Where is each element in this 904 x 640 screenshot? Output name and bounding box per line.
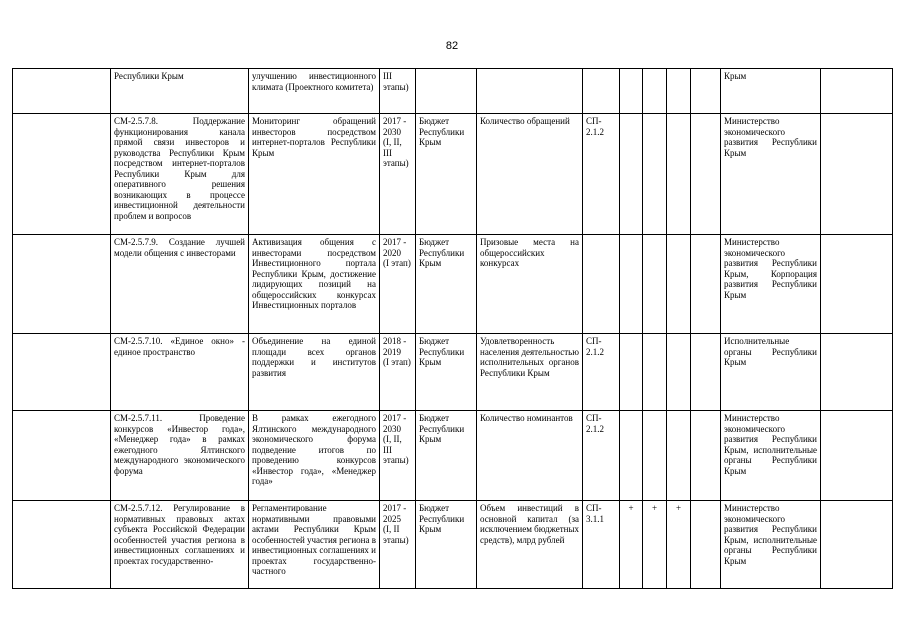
link-cell bbox=[583, 235, 620, 334]
num-cell bbox=[13, 114, 111, 235]
link-cell: СП- 2.1.2 bbox=[583, 411, 620, 501]
mark-cell-4 bbox=[691, 114, 721, 235]
period-cell: 2017 - 2030 (I, II, III этапы) bbox=[380, 114, 416, 235]
indicator-cell: Количество обращений bbox=[477, 114, 583, 235]
num-cell bbox=[13, 334, 111, 411]
period-cell: 2018 - 2019 (I этап) bbox=[380, 334, 416, 411]
mark-cell-1 bbox=[620, 411, 643, 501]
source-cell: Бюджет Республики Крым bbox=[416, 411, 477, 501]
table-row bbox=[13, 114, 893, 235]
num-cell bbox=[13, 411, 111, 501]
content-cell: Мониторинг обращений инвесторов посредством интернет-порталов Республики Крым bbox=[249, 114, 380, 235]
content-cell: Активизация общения с инвесторами посредством Инвестиционного портала Республики Крым, достижение лидирующих позиций на общероссийских конкурсах Инвестиционных порталов bbox=[249, 235, 380, 334]
mark-cell-4 bbox=[691, 334, 721, 411]
mark-cell-1: + bbox=[620, 501, 643, 589]
empty-cell bbox=[821, 69, 893, 114]
empty-cell bbox=[821, 235, 893, 334]
period-cell: III этапы) bbox=[380, 69, 416, 114]
measure-cell: СМ-2.5.7.11. Проведение конкурсов «Инвестор года», «Менеджер года» в рамках ежегодного Ялтинского международного экономического форума bbox=[111, 411, 249, 501]
executor-cell: Крым bbox=[721, 69, 821, 114]
empty-cell bbox=[821, 501, 893, 589]
measure-cell: СМ-2.5.7.8. Поддержание функционирования канала прямой связи инвесторов и руководства Республики Крым посредством интернет-порталов Республики Крым для оперативного решения возникающих в процессе инвестиционной деятельности проблем и вопросов bbox=[111, 114, 249, 235]
table-row bbox=[13, 235, 893, 334]
period-cell: 2017 - 2020 (I этап) bbox=[380, 235, 416, 334]
mark-cell-4 bbox=[691, 501, 721, 589]
source-cell: Бюджет Республики Крым bbox=[416, 334, 477, 411]
mark-cell-2 bbox=[643, 334, 667, 411]
source-cell: Бюджет Республики Крым bbox=[416, 235, 477, 334]
executor-cell: Исполнительные органы Республики Крым bbox=[721, 334, 821, 411]
page-number: 82 bbox=[445, 40, 459, 52]
indicator-cell bbox=[477, 69, 583, 114]
measure-cell: СМ-2.5.7.9. Создание лучшей модели общения с инвесторами bbox=[111, 235, 249, 334]
mark-cell-1 bbox=[620, 69, 643, 114]
table-row bbox=[13, 334, 893, 411]
mark-cell-1 bbox=[620, 334, 643, 411]
content-cell: В рамках ежегодного Ялтинского международного экономического форума подведение итогов по проведению конкурсов «Инвестор года», «Менеджер года» bbox=[249, 411, 380, 501]
num-cell bbox=[13, 501, 111, 589]
executor-cell: Министерство экономического развития Республики Крым, исполнительные органы Республики Крым bbox=[721, 411, 821, 501]
mark-cell-4 bbox=[691, 235, 721, 334]
link-cell: СП- 2.1.2 bbox=[583, 114, 620, 235]
mark-cell-2 bbox=[643, 69, 667, 114]
measure-cell: СМ-2.5.7.12. Регулирование в нормативных правовых актах субъекта Российской Федерации особенностей участия региона в инвестиционных соглашениях и проектах государственно- bbox=[111, 501, 249, 589]
indicator-cell: Объем инвестиций в основной капитал (за исключением бюджетных средств), млрд рублей bbox=[477, 501, 583, 589]
indicator-cell: Количество номинантов bbox=[477, 411, 583, 501]
empty-cell bbox=[821, 411, 893, 501]
link-cell: СП- 3.1.1 bbox=[583, 501, 620, 589]
num-cell bbox=[13, 235, 111, 334]
mark-cell-3 bbox=[667, 69, 691, 114]
empty-cell bbox=[821, 334, 893, 411]
period-cell: 2017 - 2030 (I, II, III этапы) bbox=[380, 411, 416, 501]
executor-cell: Министерство экономического развития Республики Крым bbox=[721, 114, 821, 235]
mark-cell-3 bbox=[667, 411, 691, 501]
table-row bbox=[13, 501, 893, 589]
table-row bbox=[13, 411, 893, 501]
link-cell bbox=[583, 69, 620, 114]
measure-cell: СМ-2.5.7.10. «Единое окно» - единое пространство bbox=[111, 334, 249, 411]
mark-cell-1 bbox=[620, 114, 643, 235]
mark-cell-3: + bbox=[667, 501, 691, 589]
indicator-cell: Удовлетворенность населения деятельностью исполнительных органов Республики Крым bbox=[477, 334, 583, 411]
content-cell: Объединение на единой площади всех органов поддержки и институтов развития bbox=[249, 334, 380, 411]
source-cell bbox=[416, 69, 477, 114]
mark-cell-4 bbox=[691, 69, 721, 114]
mark-cell-2 bbox=[643, 114, 667, 235]
indicator-cell: Призовые места на общероссийских конкурсах bbox=[477, 235, 583, 334]
content-cell: Регламентирование нормативными правовыми актами Республики Крым особенностей участия региона в инвестиционных соглашениях и проектах государственно-частного bbox=[249, 501, 380, 589]
mark-cell-3 bbox=[667, 235, 691, 334]
empty-cell bbox=[821, 114, 893, 235]
source-cell: Бюджет Республики Крым bbox=[416, 114, 477, 235]
num-cell bbox=[13, 69, 111, 114]
source-cell: Бюджет Республики Крым bbox=[416, 501, 477, 589]
measure-cell: Республики Крым bbox=[111, 69, 249, 114]
link-cell: СП- 2.1.2 bbox=[583, 334, 620, 411]
period-cell: 2017 - 2025 (I, II этапы) bbox=[380, 501, 416, 589]
executor-cell: Министерство экономического развития Республики Крым, исполнительные органы Республики Крым bbox=[721, 501, 821, 589]
mark-cell-2 bbox=[643, 411, 667, 501]
mark-cell-3 bbox=[667, 334, 691, 411]
table-row bbox=[13, 69, 893, 114]
mark-cell-4 bbox=[691, 411, 721, 501]
mark-cell-2: + bbox=[643, 501, 667, 589]
mark-cell-3 bbox=[667, 114, 691, 235]
mark-cell-1 bbox=[620, 235, 643, 334]
content-cell: улучшению инвестиционного климата (Проектного комитета) bbox=[249, 69, 380, 114]
mark-cell-2 bbox=[643, 235, 667, 334]
executor-cell: Министерство экономического развития Республики Крым, Корпорация развития Республики Крым bbox=[721, 235, 821, 334]
measures-table bbox=[12, 68, 893, 589]
